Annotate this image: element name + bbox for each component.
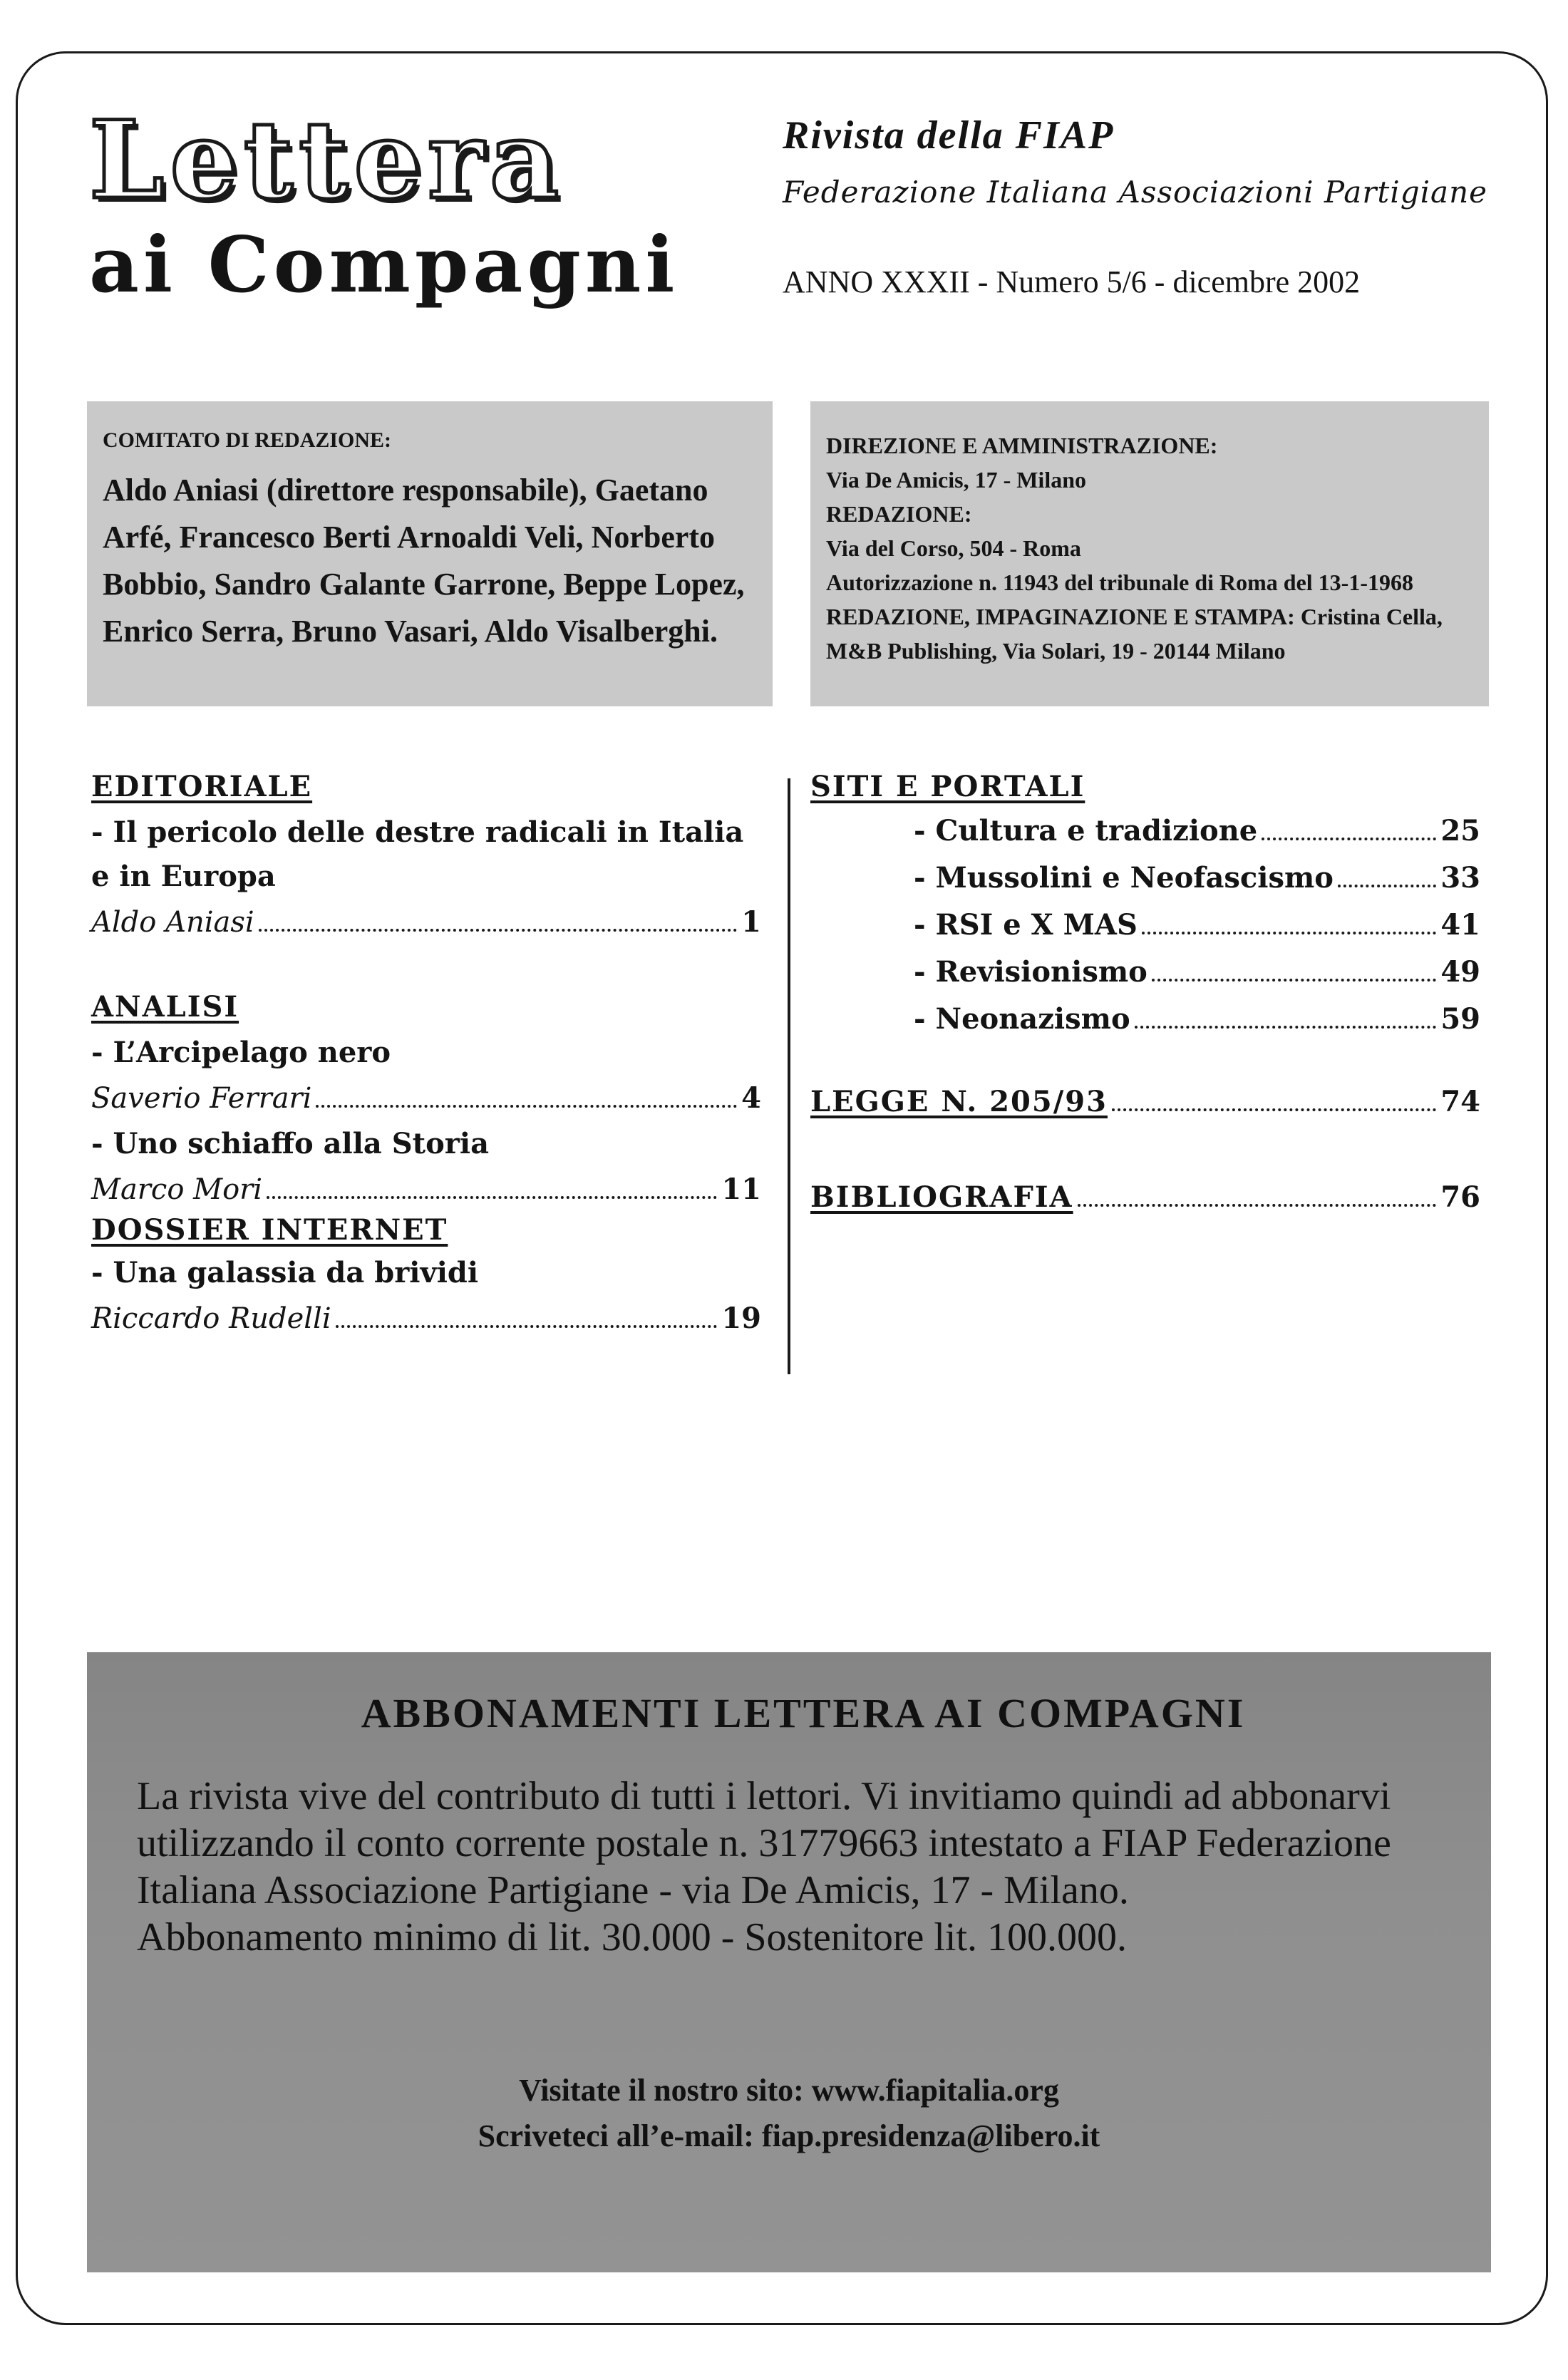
toc-entry	[91, 1166, 761, 1213]
article-author: Aldo Aniasi	[91, 906, 254, 939]
committee-members: Aldo Aniasi (direttore responsabile), Gaetano Arfé, Francesco Berti Arnoaldi Veli, Norberto Bobbio, Sandro Galante Garrone, Beppe Lopez, Enrico Serra, Bruno Vasari, Aldo Visalberghi.	[103, 473, 745, 649]
section-siti-portali: SITI E PORTALI	[810, 770, 1085, 803]
toc-entry	[914, 902, 1480, 949]
article-title: - Il pericolo delle destre radicali in Italia	[91, 815, 744, 849]
leader-dots	[267, 1196, 717, 1199]
article-author: Riccardo Rudelli	[91, 1302, 331, 1335]
direction-heading: DIREZIONE E AMMINISTRAZIONE:	[826, 433, 1218, 458]
entry-label: - Cultura e tradizione	[914, 814, 1258, 848]
issue-info: ANNO XXXII - Numero 5/6 - dicembre 2002	[783, 264, 1361, 299]
redazione-heading: REDAZIONE:	[826, 501, 972, 527]
article-title: - Uno schiaffo alla Storia	[91, 1127, 489, 1160]
siti-list	[810, 808, 1480, 1043]
toc-entry	[914, 808, 1480, 855]
page-number: 74	[1440, 1085, 1480, 1118]
toc-entry	[914, 855, 1480, 902]
redazione-address: Via del Corso, 504 - Roma	[826, 535, 1081, 561]
website-line: Visitate il nostro sito: www.fiapitalia.org	[519, 2073, 1059, 2108]
leader-dots	[1142, 932, 1437, 934]
subscription-body: La rivista vive del contributo di tutti i lettori. Vi invitiamo quindi ad abbonarvi utilizzando il conto corrente postale n. 31779663 intestato a FIAP Federazione Italiana Associazione Partigiane - via De Amicis, 17 - Milano.	[137, 1774, 1391, 1912]
email-line: Scriveteci all’e-mail: fiap.presidenza@libero.it	[478, 2118, 1100, 2153]
page-number: 19	[721, 1302, 761, 1335]
subscription-title: ABBONAMENTI LETTERA AI COMPAGNI	[361, 1690, 1246, 1736]
section-bibliografia: BIBLIOGRAFIA	[810, 1180, 1073, 1214]
page-number: 41	[1440, 908, 1480, 942]
toc-entry-bibliografia	[810, 1174, 1480, 1221]
article-title-cont: e in Europa	[91, 860, 276, 893]
entry-label: - Mussolini e Neofascismo	[914, 861, 1334, 895]
section-legge: LEGGE N. 205/93	[810, 1085, 1108, 1118]
printing-address: M&B Publishing, Via Solari, 19 - 20144 Milano	[826, 638, 1286, 664]
leader-dots	[1078, 1204, 1437, 1207]
column-divider	[788, 778, 790, 1374]
section-editoriale: EDITORIALE	[91, 770, 313, 803]
toc-right-column	[810, 770, 1480, 1221]
page-number: 49	[1440, 955, 1480, 989]
article-author: Saverio Ferrari	[91, 1082, 312, 1115]
leader-dots	[1112, 1108, 1436, 1111]
printing-heading: REDAZIONE, IMPAGINAZIONE E STAMPA: Cristina Cella,	[826, 604, 1443, 629]
federation-name: Federazione Italiana Associazioni Partigiane	[783, 175, 1487, 210]
section-dossier: DOSSIER INTERNET	[91, 1213, 448, 1247]
toc-entry	[914, 949, 1480, 996]
entry-label: - Revisionismo	[914, 955, 1147, 989]
section-analisi: ANALISI	[91, 990, 239, 1024]
leader-dots	[1338, 885, 1436, 887]
toc-entry	[91, 1295, 761, 1342]
article-title: - L’Arcipelago nero	[91, 1036, 391, 1069]
page-number: 76	[1440, 1180, 1480, 1214]
entry-label: - RSI e X MAS	[914, 908, 1138, 942]
direction-box	[810, 401, 1489, 706]
subscription-text	[115, 1773, 1463, 1961]
page-number: 4	[741, 1081, 761, 1115]
leader-dots	[1152, 979, 1436, 982]
toc-entry	[914, 996, 1480, 1043]
entry-label: - Neonazismo	[914, 1002, 1130, 1036]
leader-dots	[1262, 838, 1436, 840]
authorization-line: Autorizzazione n. 11943 del tribunale di Roma del 13-1-1968	[826, 570, 1413, 595]
toc-entry	[91, 1075, 761, 1122]
subscription-price: Abbonamento minimo di lit. 30.000 - Sostenitore lit. 100.000.	[137, 1915, 1128, 1959]
toc-entry-legge	[810, 1078, 1480, 1125]
article-title: - Una galassia da brividi	[91, 1256, 479, 1289]
leader-dots	[1135, 1026, 1437, 1029]
leader-dots	[259, 929, 737, 932]
page-number: 59	[1440, 1002, 1480, 1036]
editorial-committee-box	[87, 401, 773, 706]
magazine-tagline: Rivista della FIAP	[783, 113, 1115, 158]
masthead-subtitle: ai Compagni	[89, 220, 679, 310]
page-number: 33	[1440, 861, 1480, 895]
page-number: 11	[721, 1173, 761, 1206]
toc-left-column	[91, 770, 761, 1342]
page-number: 1	[741, 905, 761, 939]
leader-dots	[316, 1105, 737, 1108]
direction-address: Via De Amicis, 17 - Milano	[826, 467, 1086, 493]
toc-entry	[91, 899, 761, 946]
contact-block	[115, 2068, 1463, 2159]
article-author: Marco Mori	[91, 1173, 263, 1206]
subscription-box	[87, 1652, 1491, 2272]
leader-dots	[336, 1325, 718, 1328]
masthead-title: Lettera	[89, 98, 565, 223]
page-number: 25	[1440, 814, 1480, 848]
committee-heading: COMITATO DI REDAZIONE:	[103, 428, 392, 452]
